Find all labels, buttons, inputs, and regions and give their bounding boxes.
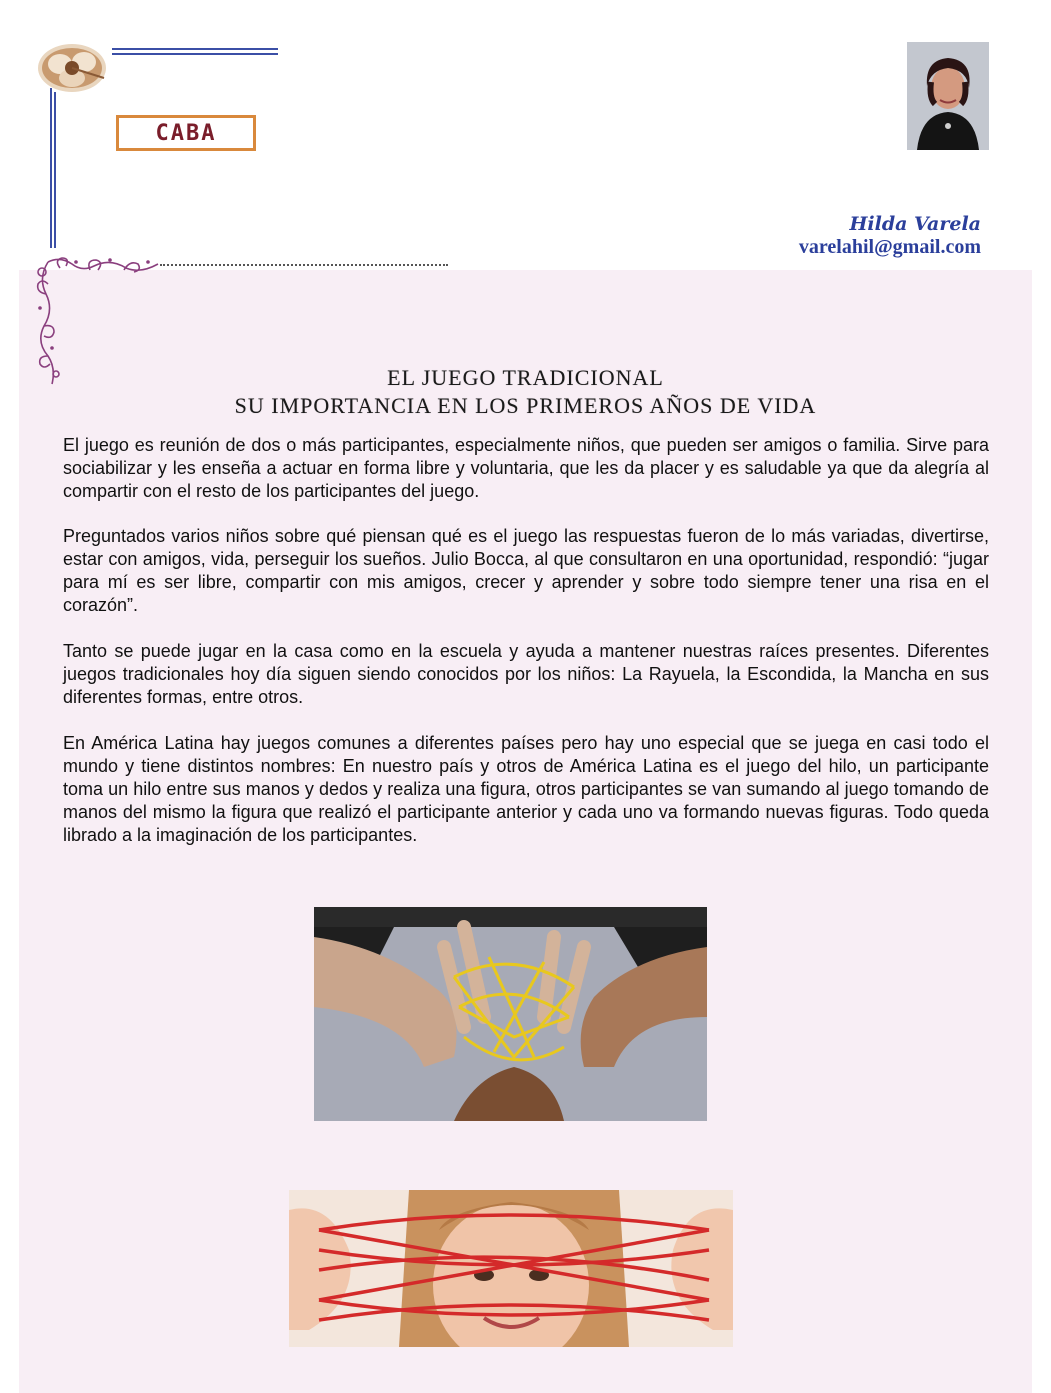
string-game-hands-photo [314,907,707,1121]
dotted-divider [160,264,448,266]
header-rule [112,48,278,58]
author-name: Hilda Varela [849,213,981,235]
page-header [0,0,1051,270]
section-label: CABA [155,120,217,146]
vertical-rule [54,92,56,248]
article-paragraph: Preguntados varios niños sobre qué piensan qué es el juego las respuestas fueron de lo más variadas, divertirse, estar con amigos, vida, perseguir los sueños. Julio Bocca, al que consultaron en una oportunidad, respondió: “jugar para mí es ser libre, compartir con mis amigos, crecer y aprender y sobre todo siempre tener una risa en el corazón”. [63,526,989,615]
author-email[interactable]: varelahil@gmail.com [798,236,981,258]
section-label-box [116,115,256,151]
article-title-line1: EL JUEGO TRADICIONAL [387,365,664,390]
author-photo [907,42,989,150]
vertical-rule [50,88,52,248]
article-paragraph: Tanto se puede jugar en la casa como en la escuela y ayuda a mantener nuestras raíces presentes. Diferentes juegos tradicionales hoy día siguen siendo conocidos por los niños: La Rayuela, la Escondida, la Mancha en sus diferentes formas, entre otros. [63,641,989,707]
article-paragraph: El juego es reunión de dos o más participantes, especialmente niños, que pueden ser amigos o familia. Sirve para sociabilizar y les enseña a actuar en forma libre y voluntaria, que les da placer y es saludable ya que da alegría al compartir con el resto de los participantes del juego. [63,435,989,501]
girl-string-game-photo [289,1190,733,1347]
flower-ornament-icon [34,38,110,96]
article-title-line2: SU IMPORTANCIA EN LOS PRIMEROS AÑOS DE VIDA [234,393,817,418]
article-paragraph: En América Latina hay juegos comunes a diferentes países pero hay uno especial que se juega en casi todo el mundo y tiene distintos nombres: En nuestro país y otros de América Latina es el juego del hilo, un participante toma un hilo entre sus manos y dedos y realiza una figura, otros participantes se van sumando al juego tomando de manos del mismo la figura que realizó el participante anterior y cada uno va formando nuevas figuras. Todo queda librado a la imaginación de los participantes. [63,733,989,845]
